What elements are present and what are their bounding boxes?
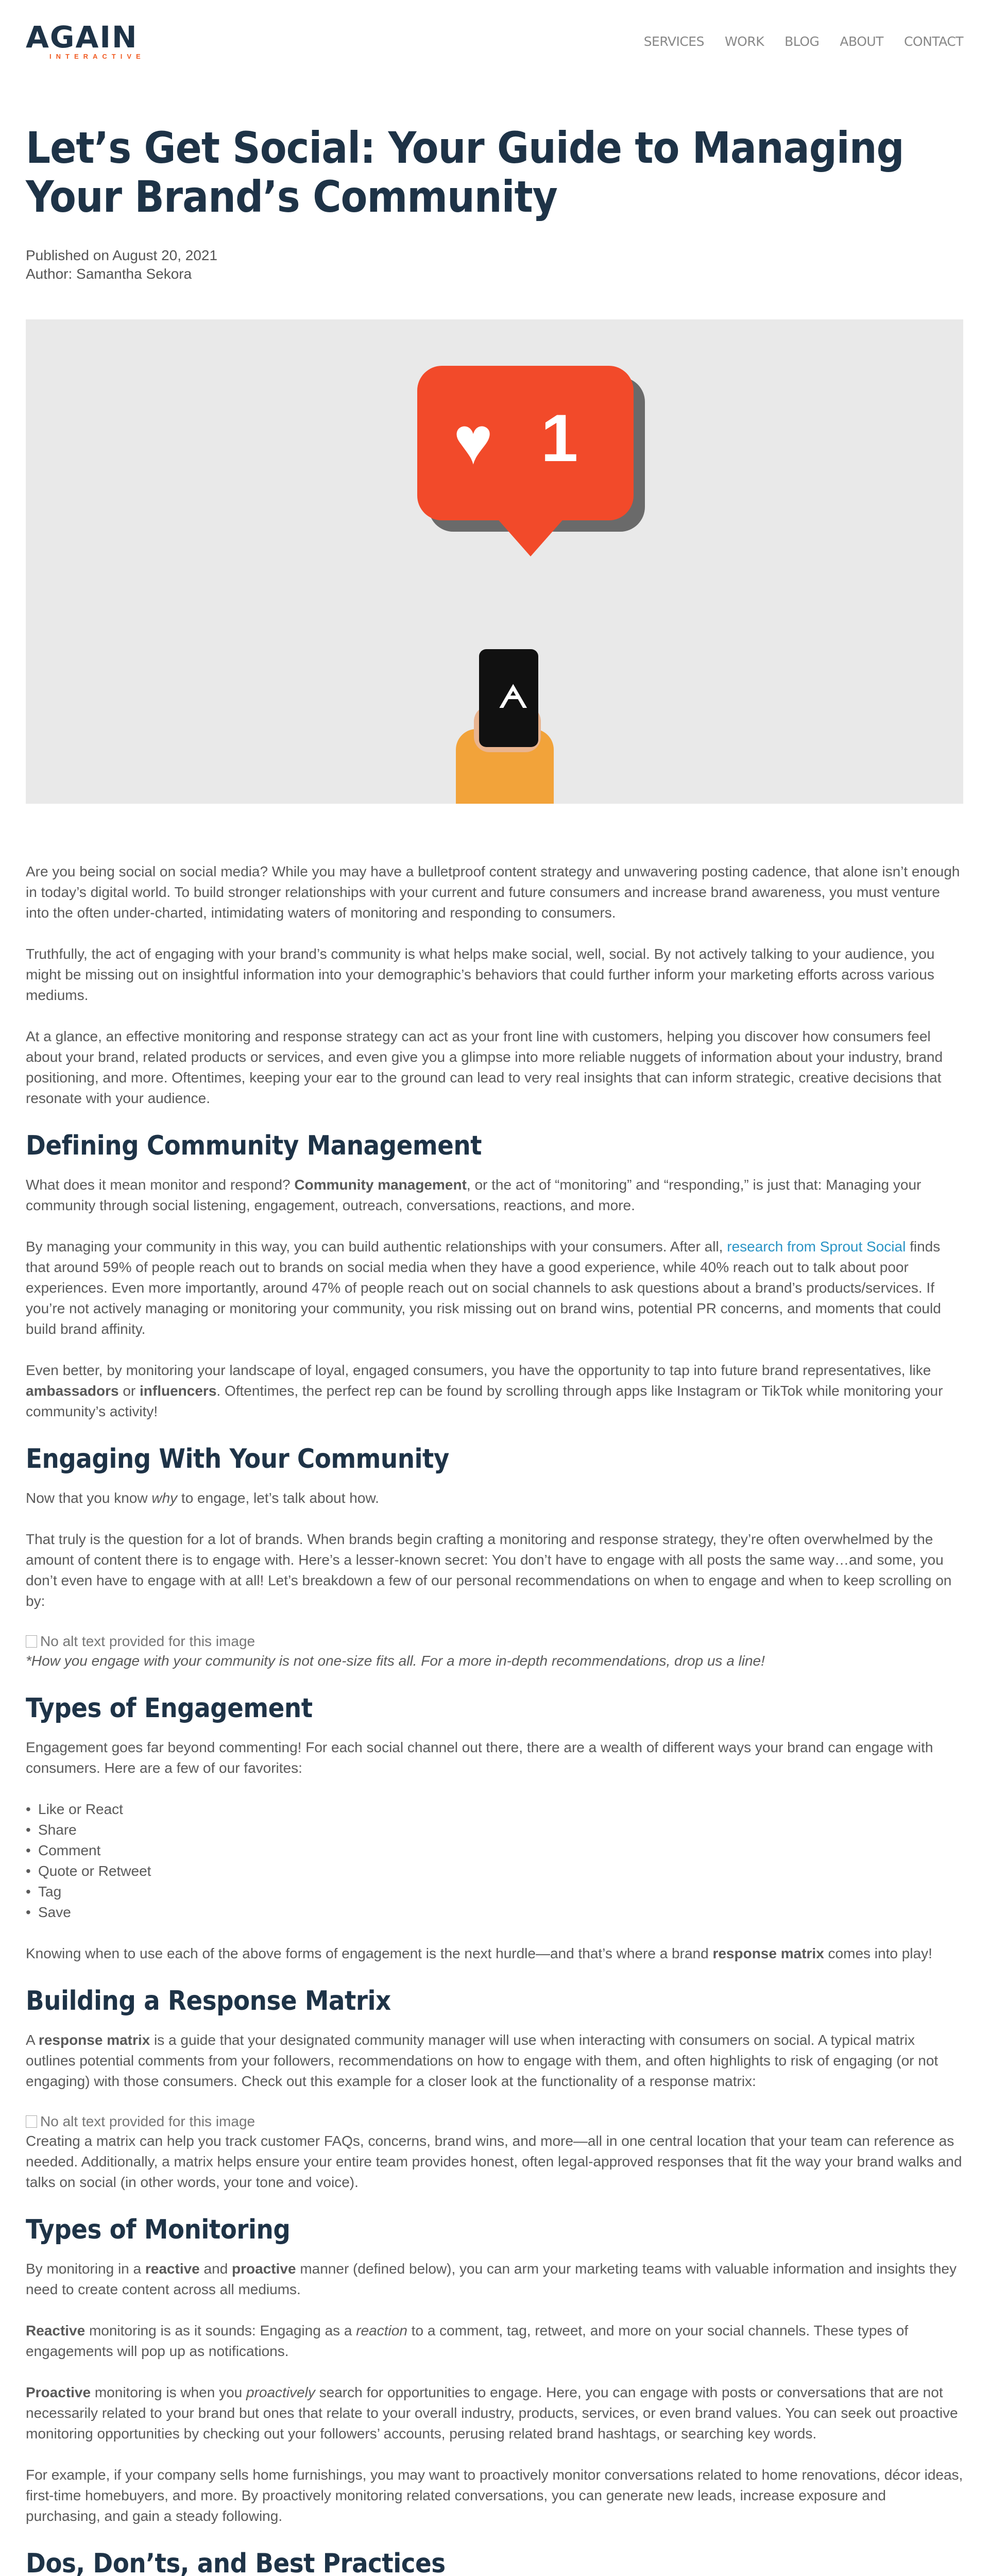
paragraph: By managing your community in this way, you can build authentic relationships with your consumers. After all, research from Sprout Social finds that around 59% of people reach out to brands on social media when they have a good experience, while 40% reach out to talk about poor experiences. Even more importantly, around 47% of people reach out on social channels to ask questions about a brand’s products/services. If you’re not actively managing or monitoring your community, you risk missing out on brand wins, potential PR concerns, and moments that could build brand affinity. xyxy=(26,1239,941,1337)
notification-bubble xyxy=(417,366,634,520)
broken-image-icon xyxy=(26,1635,37,1648)
section-heading: Dos, Don’ts, and Best Practices xyxy=(26,2548,446,2576)
site-logo[interactable] xyxy=(26,22,144,63)
engagement-list xyxy=(26,1799,963,1923)
paragraph: A response matrix is a guide that your designated community manager will use when interacting with consumers on social. A typical matrix outlines potential comments from your followers, recommendations on how to engage with them, and often highlights to risk of engaging (or not engaging) with those consumers. Check out this example for a closer look at the functionality of a response matrix: xyxy=(26,2032,939,2089)
section-heading: Building a Response Matrix xyxy=(26,1986,391,2016)
nav-contact[interactable]: CONTACT xyxy=(903,34,963,49)
nav-blog[interactable]: BLOG xyxy=(785,34,820,49)
site-header xyxy=(0,0,989,82)
nav-services[interactable]: SERVICES xyxy=(643,34,704,49)
section-heading: Types of Engagement xyxy=(26,1693,313,1724)
paragraph: Reactive monitoring is as it sounds: Engaging as a reaction to a comment, tag, retweet, and more on your social channels. These types of engagements will pop up as notifications. xyxy=(26,2323,909,2359)
missing-image: No alt text provided for this image xyxy=(26,1632,963,1651)
paragraph: Engagement goes far beyond commenting! For each social channel out there, there are a wealth of different ways your brand can engage with consumers. Here are a few of our favorites: xyxy=(26,1739,933,1776)
list-item: • Quote or Retweet xyxy=(26,1861,963,1882)
paragraph: What does it mean monitor and respond? Community management, or the act of “monitoring” and “responding,” is just that: Managing your community through social listening, engagement, outreach, conversations, reactions, and more. xyxy=(26,1177,922,1213)
list-item: • Save xyxy=(26,1902,963,1923)
intro-paragraph: Truthfully, the act of engaging with your brand’s community is what helps make social, well, social. By not actively talking to your audience, you might be missing out on insightful information into your demographic’s behaviors that could further inform your marketing efforts across various mediums. xyxy=(26,946,935,1003)
intro-paragraph: Are you being social on social media? While you may have a bulletproof content strategy and unwavering posting cadence, that alone isn’t enough in today’s digital world. To build stronger relationships with your current and future consumers and increase brand awareness, you must venture into the often under-charted, intimidating waters of monitoring and responding to consumers. xyxy=(26,863,960,921)
paragraph: For example, if your company sells home furnishings, you may want to proactively monitor conversations related to home renovations, décor ideas, first-time homebuyers, and more. By proactively monitoring related conversations, you can generate new leads, increase exposure and purchasing, and gain a steady following. xyxy=(26,2467,963,2524)
main-nav xyxy=(644,34,963,49)
article-meta xyxy=(26,246,963,283)
nav-about[interactable]: ABOUT xyxy=(840,34,883,49)
article xyxy=(26,124,963,2576)
paragraph: That truly is the question for a lot of brands. When brands begin crafting a monitoring and response strategy, they’re often overwhelmed by the amount of content there is to engage with. Here’s a lesser-known secret: You don’t have to engage with all posts the same way…and some, you don’t even have to engage with at all! Let’s breakdown a few of our personal recommendations on when to engage and when to keep scrolling on by: xyxy=(26,1531,952,1609)
paragraph: Knowing when to use each of the above forms of engagement is the next hurdle—and that’s where a brand response matrix comes into play! xyxy=(26,1945,932,1961)
hero-image xyxy=(26,319,963,804)
logo-wordmark: AGAIN xyxy=(26,20,138,55)
heart-icon: ♥ xyxy=(453,403,493,478)
section-heading: Engaging With Your Community xyxy=(26,1444,449,1475)
broken-image-icon xyxy=(26,2115,37,2128)
paragraph: Proactive monitoring is when you proactively search for opportunities to engage. Here, you can engage with posts or conversations that are not necessarily related to your brand but ones that relate to your overall industry, products, services, or even brand values. You can seek out proactive monitoring opportunities by checking out your followers’ accounts, perusing related brand hashtags, or searching key words. xyxy=(26,2384,958,2442)
list-item: • Tag xyxy=(26,1882,963,1902)
intro-paragraph: At a glance, an effective monitoring and response strategy can act as your front line with customers, helping you discover how consumers feel about your brand, related products or services, and even give you a glimpse into more reliable nuggets of information about your industry, brand positioning, and more. Oftentimes, keeping your ear to the ground can lead to very real insights that can inform strategic, creative decisions that resonate with your audience. xyxy=(26,1028,943,1106)
paragraph: Creating a matrix can help you track customer FAQs, concerns, brand wins, and more—all in one central location that your team can reference as needed. Additionally, a matrix helps ensure your entire team provides honest, often legal-approved responses that fit the way your brand walks and talks on social (in other words, your tone and voice). xyxy=(26,2133,962,2190)
article-title: Let’s Get Social: Your Guide to Managing Your Brand’s Community xyxy=(26,123,904,222)
list-item: • Like or React xyxy=(26,1799,963,1820)
section-heading: Types of Monitoring xyxy=(26,2214,291,2245)
author-line: Author: Samantha Sekora xyxy=(26,266,192,282)
paragraph: Even better, by monitoring your landscape of loyal, engaged consumers, you have the opportunity to tap into future brand representatives, like ambassadors or influencers. Oftentimes, the perfect rep can be found by scrolling through apps like Instagram or TikTok while monitoring your community’s activity! xyxy=(26,1362,943,1419)
list-item: • Share xyxy=(26,1820,963,1840)
sprout-social-link[interactable]: research from Sprout Social xyxy=(727,1239,906,1255)
paragraph: By monitoring in a reactive and proactive manner (defined below), you can arm your marketing teams with valuable information and insights they need to create content across all mediums. xyxy=(26,2261,957,2297)
paragraph: Now that you know why to engage, let’s talk about how. xyxy=(26,1490,379,1506)
list-item: • Comment xyxy=(26,1840,963,1861)
phone-icon: ᗅ xyxy=(479,649,538,747)
missing-image: No alt text provided for this image xyxy=(26,2112,963,2131)
bubble-tail xyxy=(492,513,569,556)
section-heading: Defining Community Management xyxy=(26,1130,482,1161)
nav-work[interactable]: WORK xyxy=(724,34,764,49)
logo-subtitle: INTERACTIVE xyxy=(49,53,145,60)
image-caption: *How you engage with your community is not one-size fits all. For a more in-depth recommendations, drop us a line! xyxy=(26,1653,765,1669)
article-body xyxy=(26,861,963,2576)
publish-date: Published on August 20, 2021 xyxy=(26,247,218,263)
notification-count: 1 xyxy=(541,400,578,476)
